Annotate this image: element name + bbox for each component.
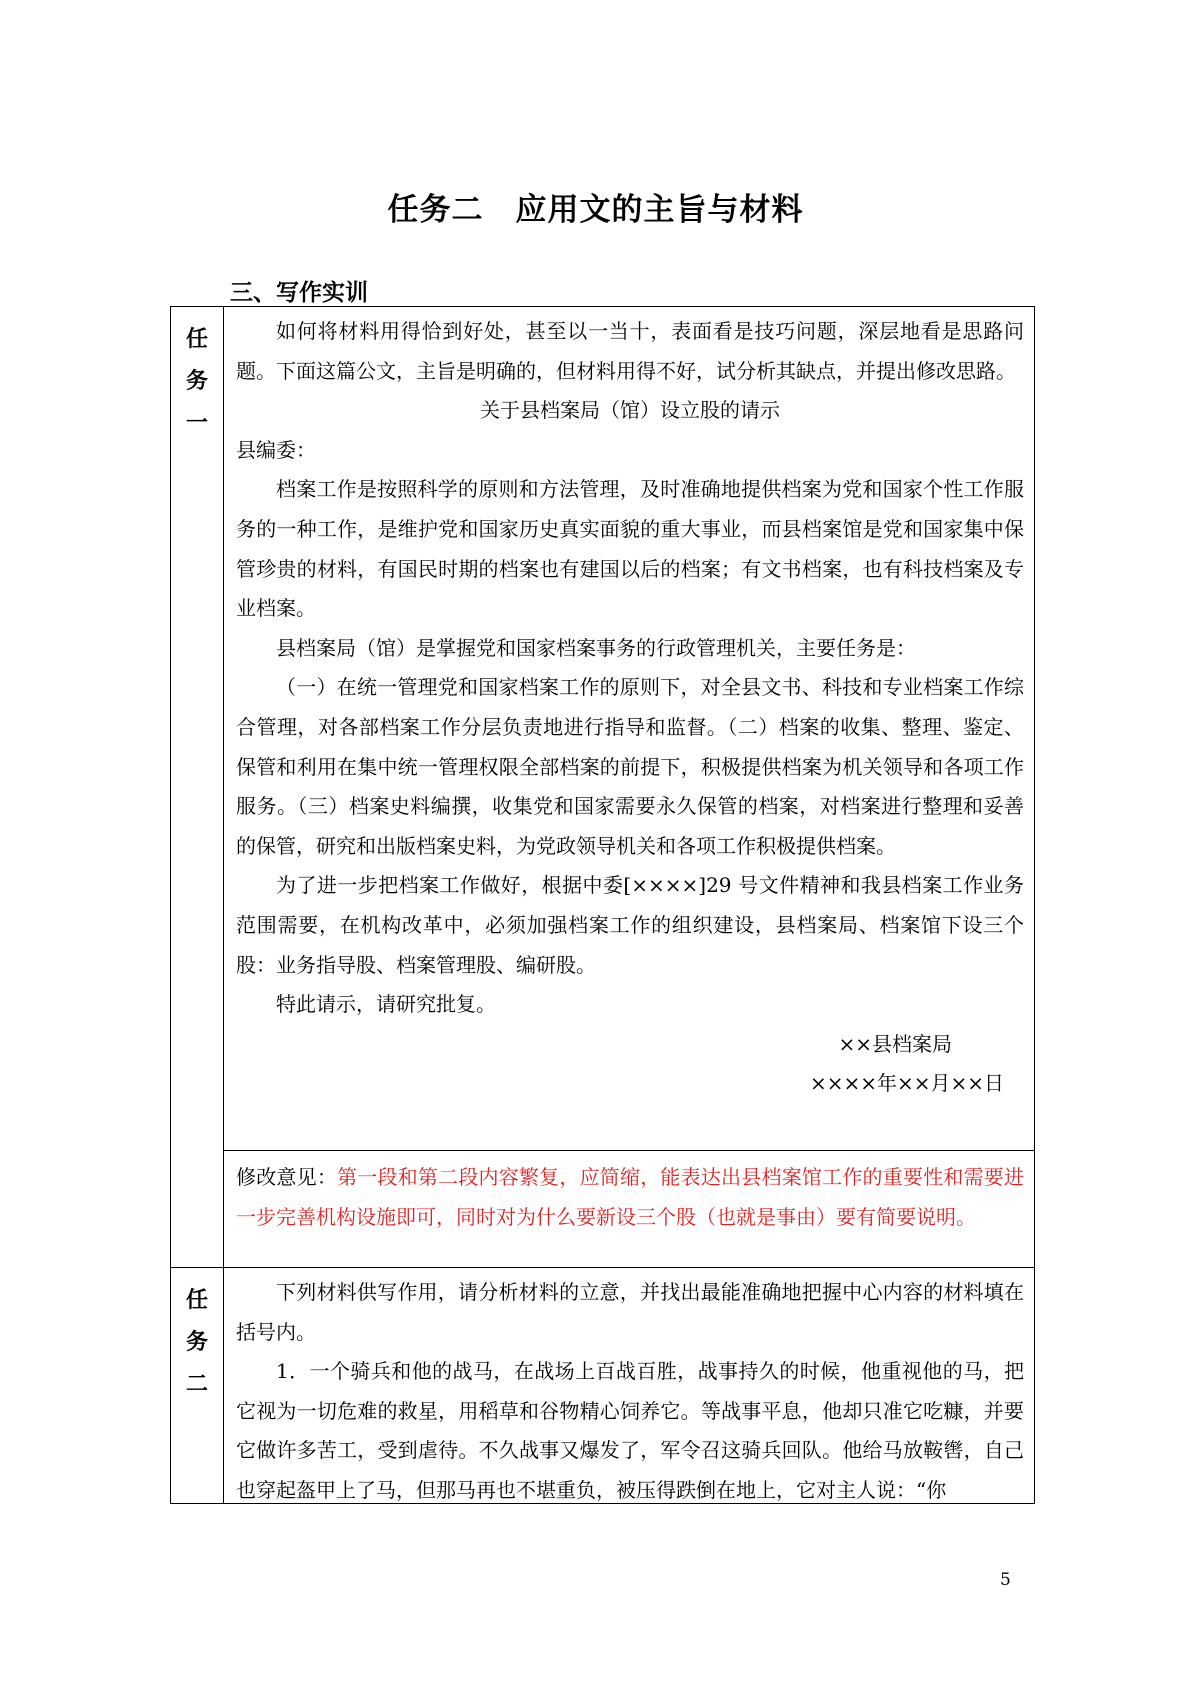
tasks-table [170,306,1035,1504]
document-title: 关于县档案局（馆）设立股的请示 [480,398,780,423]
document-paragraph-4: 为了进一步把档案工作做好，根据中委[××××]29 号文件精神和我县档案工作业务范围需要，在机构改革中，必须加强档案工作的组织建设，县档案局、档案馆下设三个股：业务指导股、档案管理股、编研股。 [236,873,1024,977]
revision-text: 第一段和第二段内容繁复，应简缩，能表达出县档案馆工作的重要性和需要进一步完善机构设施即可，同时对为什么要新设三个股（也就是事由）要有简要说明。 [236,1165,1025,1229]
task2-item-1: 1．一个骑兵和他的战马，在战场上百战百胜，战事持久的时候，他重视他的马，把它视为一切危难的救星，用稻草和谷物精心饲养它。等战事平息，他却只准它吃糠，并要它做许多苦工，受到虐待。不久战事又爆发了，军令召这骑兵回队。他给马放鞍辔，自己也穿起盔甲上了马，但那马再也不堪重负，被压得跌倒在地上，它对主人说：“你 [236,1359,1024,1502]
task1-content [224,307,1034,1104]
document-paragraph-2: 县档案局（馆）是掌握党和国家档案事务的行政管理机关，主要任务是： [276,635,916,660]
task1-body-cell [224,307,1035,1151]
task1-label-cell [171,307,224,1268]
task2-row [171,1268,1035,1504]
revision-opinion [224,1151,1034,1267]
task1-intro: 如何将材料用得恰到好处，甚至以一当十，表面看是技巧问题，深层地看是思路问题。下面这篇公文，主旨是明确的，但材料用得不好，试分析其缺点，并提出修改思路。 [236,319,1024,383]
task2-label: 任务二 [186,1288,209,1397]
task2-label-cell [171,1268,224,1504]
task2-body-cell [224,1268,1035,1504]
revision-cell [224,1151,1035,1268]
page-title: 任务二 应用文的主旨与材料 [387,192,804,228]
document-paragraph-5: 特此请示，请研究批复。 [276,992,496,1017]
document-paragraph-3: （一）在统一管理党和国家档案工作的原则下，对全县文书、科技和专业档案工作综合管理，对各部档案工作分层负责地进行指导和监督。（二）档案的收集、整理、鉴定、保管和利用在集中统一管理权限全部档案的前提下，积极提供档案为机关领导和各项工作服务。（三）档案史料编撰，收集党和国家需要永久保管的档案，对档案进行整理和妥善的保管，研究和出版档案史料，为党政领导机关和各项工作积极提供档案。 [236,675,1024,858]
task2-intro: 下列材料供写作用，请分析材料的立意，并找出最能准确地把握中心内容的材料填在括号内。 [236,1280,1024,1344]
task1-label: 任务一 [186,327,209,436]
page-number: 5 [1000,1570,1011,1590]
document-paragraph-1: 档案工作是按照科学的原则和方法管理，及时准确地提供档案为党和国家个性工作服务的一种工作，是维护党和国家历史真实面貌的重大事业，而县档案馆是党和国家集中保管珍贵的材料，有国民时期的档案也有建国以后的档案；有文书档案，也有科技档案及专业档案。 [236,477,1024,621]
task1-row [171,307,1035,1151]
document-date: ××××年××月××日 [809,1071,1004,1096]
section-heading: 三、写作实训 [230,280,368,306]
task2-content [224,1268,1034,1503]
document-recipient: 县编委： [236,437,316,462]
document-signature: ××县档案局 [838,1031,952,1056]
revision-label: 修改意见： [236,1165,338,1189]
task1-revision-row [171,1151,1035,1268]
